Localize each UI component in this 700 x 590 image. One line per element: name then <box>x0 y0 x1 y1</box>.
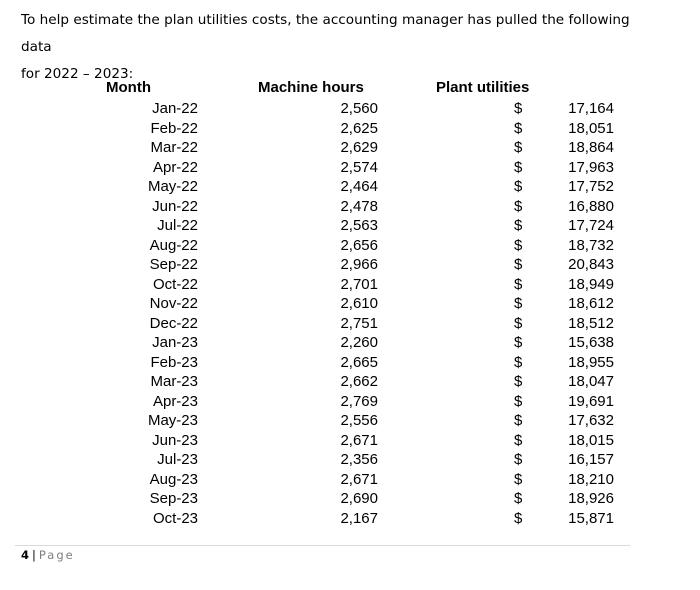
month-cell: Nov-22 <box>149 295 198 312</box>
plant-utilities-cell: 18,047 <box>568 373 614 390</box>
table-row <box>100 431 620 451</box>
month-cell: May-22 <box>147 178 198 195</box>
currency-symbol: $ <box>514 178 523 195</box>
month-cell: Mar-22 <box>150 139 198 156</box>
currency-symbol: $ <box>514 139 523 156</box>
page-separator: | <box>32 548 36 562</box>
table-row <box>100 275 620 295</box>
month-cell: Jul-23 <box>157 451 198 468</box>
currency-symbol: $ <box>514 236 523 254</box>
month-cell: Aug-22 <box>149 236 198 254</box>
month-cell: Jan-23 <box>152 334 198 351</box>
currency-symbol: $ <box>514 217 523 234</box>
plant-utilities-cell: 15,638 <box>568 334 614 351</box>
machine-hours-cell: 2,556 <box>340 412 378 429</box>
table-row <box>100 411 620 431</box>
page-label: Page <box>38 548 75 562</box>
machine-hours-cell: 2,656 <box>340 236 378 254</box>
currency-symbol: $ <box>514 334 523 351</box>
currency-symbol: $ <box>514 256 523 273</box>
month-cell: Feb-22 <box>150 119 198 137</box>
plant-utilities-cell: 17,752 <box>568 178 614 195</box>
currency-symbol: $ <box>514 451 523 468</box>
month-cell: Jul-22 <box>157 217 198 234</box>
plant-utilities-cell: 20,843 <box>568 256 614 273</box>
plant-utilities-cell: 17,724 <box>568 217 614 234</box>
currency-symbol: $ <box>514 158 523 176</box>
table-row <box>100 372 620 392</box>
page-number: 4 <box>21 548 30 562</box>
intro-paragraph <box>21 7 661 88</box>
table-row <box>100 450 620 470</box>
table-row <box>100 470 620 490</box>
table-row <box>100 236 620 256</box>
currency-symbol: $ <box>514 119 523 137</box>
machine-hours-cell: 2,610 <box>340 295 378 312</box>
month-cell: Jun-22 <box>152 197 198 215</box>
machine-hours-cell: 2,769 <box>340 392 378 410</box>
table-row <box>100 99 620 119</box>
header-month: Month <box>106 79 151 96</box>
machine-hours-cell: 2,464 <box>340 178 378 195</box>
table-row <box>100 314 620 334</box>
plant-utilities-cell: 18,051 <box>568 119 614 137</box>
currency-symbol: $ <box>514 392 523 410</box>
machine-hours-cell: 2,478 <box>340 197 378 215</box>
plant-utilities-cell: 18,732 <box>568 236 614 254</box>
table-row <box>100 177 620 197</box>
header-plant-utilities: Plant utilities <box>436 79 530 96</box>
machine-hours-cell: 2,690 <box>340 490 378 507</box>
currency-symbol: $ <box>514 275 523 293</box>
plant-utilities-cell: 18,015 <box>568 431 614 449</box>
currency-symbol: $ <box>514 490 523 507</box>
plant-utilities-cell: 18,612 <box>568 295 614 312</box>
table-row <box>100 489 620 509</box>
month-cell: Aug-23 <box>149 470 198 488</box>
month-cell: Oct-22 <box>152 275 198 293</box>
plant-utilities-cell: 18,512 <box>568 314 614 332</box>
currency-symbol: $ <box>514 295 523 312</box>
machine-hours-cell: 2,260 <box>340 334 378 351</box>
month-cell: Feb-23 <box>150 353 198 371</box>
currency-symbol: $ <box>514 431 523 449</box>
machine-hours-cell: 2,167 <box>340 509 378 527</box>
currency-symbol: $ <box>514 373 523 390</box>
month-cell: Dec-22 <box>149 314 198 332</box>
month-cell: Jun-23 <box>152 431 198 449</box>
plant-utilities-cell: 17,963 <box>568 158 614 176</box>
plant-utilities-cell: 18,926 <box>568 490 614 507</box>
machine-hours-cell: 2,662 <box>340 373 378 390</box>
month-cell: Sep-23 <box>149 490 198 507</box>
currency-symbol: $ <box>514 314 523 332</box>
table-body <box>100 99 620 528</box>
table-row <box>100 197 620 217</box>
plant-utilities-cell: 17,632 <box>568 412 614 429</box>
month-cell: Jan-22 <box>152 100 198 117</box>
table-row <box>100 333 620 353</box>
machine-hours-cell: 2,629 <box>340 139 378 156</box>
table-row <box>100 509 620 529</box>
plant-utilities-cell: 18,864 <box>568 139 614 156</box>
page-footer <box>21 548 75 562</box>
plant-utilities-cell: 15,871 <box>568 509 614 527</box>
machine-hours-cell: 2,751 <box>340 314 378 332</box>
machine-hours-cell: 2,574 <box>340 158 378 176</box>
month-cell: Apr-22 <box>152 158 198 176</box>
month-cell: Oct-23 <box>152 509 198 527</box>
month-cell: Sep-22 <box>149 256 198 273</box>
table-row <box>100 392 620 412</box>
month-cell: Apr-23 <box>152 392 198 410</box>
plant-utilities-cell: 19,691 <box>568 392 614 410</box>
header-machine-hours: Machine hours <box>258 79 364 96</box>
plant-utilities-cell: 18,955 <box>568 353 614 371</box>
table-row <box>100 255 620 275</box>
currency-symbol: $ <box>514 412 523 429</box>
machine-hours-cell: 2,665 <box>340 353 378 371</box>
machine-hours-cell: 2,563 <box>340 217 378 234</box>
plant-utilities-cell: 17,164 <box>568 100 614 117</box>
machine-hours-cell: 2,625 <box>340 119 378 137</box>
intro-line-2: for 2022 – 2023: <box>21 66 134 82</box>
table-row <box>100 216 620 236</box>
table-row <box>100 294 620 314</box>
currency-symbol: $ <box>514 100 523 117</box>
machine-hours-cell: 2,966 <box>340 256 378 273</box>
currency-symbol: $ <box>514 470 523 488</box>
footer-divider <box>15 545 630 546</box>
machine-hours-cell: 2,671 <box>340 470 378 488</box>
table-row <box>100 353 620 373</box>
currency-symbol: $ <box>514 509 523 527</box>
month-cell: Mar-23 <box>150 373 198 390</box>
table-row <box>100 119 620 139</box>
table-row <box>100 158 620 178</box>
machine-hours-cell: 2,671 <box>340 431 378 449</box>
machine-hours-cell: 2,560 <box>340 100 378 117</box>
machine-hours-cell: 2,701 <box>340 275 378 293</box>
intro-line-1: To help estimate the plan utilities costs, the accounting manager has pulled the following data <box>21 12 630 55</box>
currency-symbol: $ <box>514 197 523 215</box>
table-row <box>100 138 620 158</box>
plant-utilities-cell: 18,210 <box>568 470 614 488</box>
plant-utilities-cell: 18,949 <box>568 275 614 293</box>
plant-utilities-cell: 16,157 <box>568 451 614 468</box>
plant-utilities-cell: 16,880 <box>568 197 614 215</box>
machine-hours-cell: 2,356 <box>340 451 378 468</box>
currency-symbol: $ <box>514 353 523 371</box>
month-cell: May-23 <box>147 412 198 429</box>
